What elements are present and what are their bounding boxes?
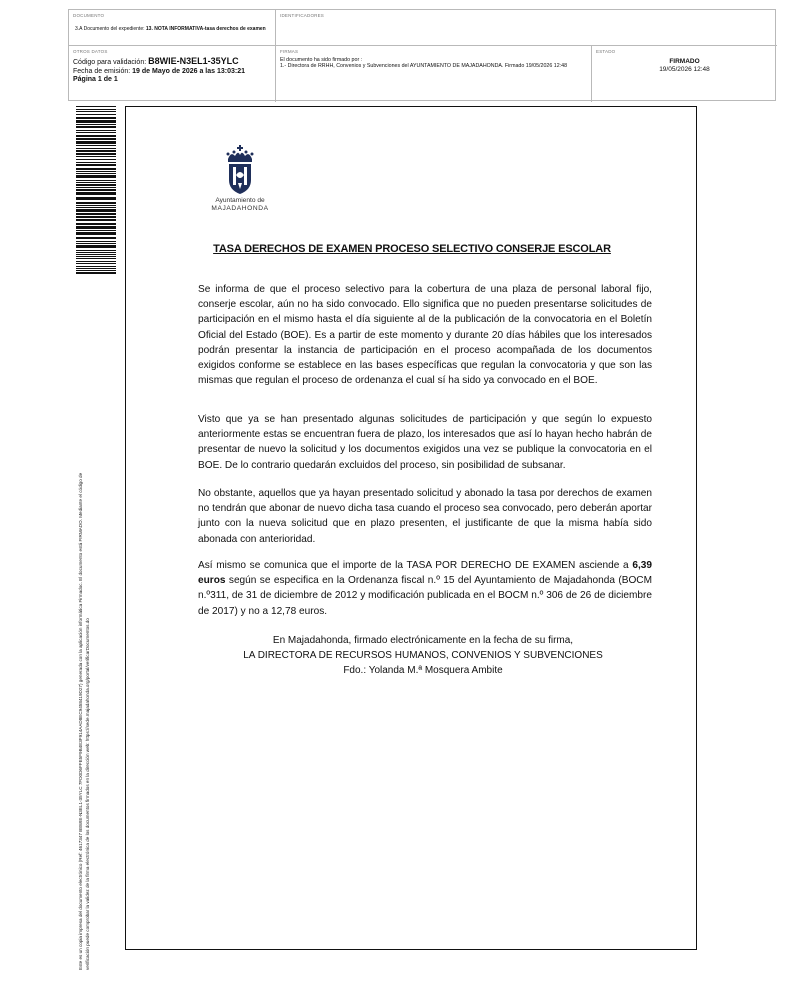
- documento-name: 13. NOTA INFORMATIVA-tasa derechos de examen: [145, 26, 266, 32]
- codigo-value[interactable]: B8WIE-N3EL1-35YLC: [148, 56, 239, 66]
- verification-side-text: [78, 100, 91, 970]
- estado-value: FIRMADO: [669, 58, 700, 65]
- estado-cell: [592, 46, 777, 102]
- documento-text: [73, 26, 271, 32]
- paragraph-4: [198, 558, 652, 619]
- paragraph-3: No obstante, aquellos que ya hayan presentado solicitud y abonado la tasa por derechos de examen no tendrán que abonar de nuevo dicha tasa cuando el proceso sea convocado, pero deberán aportar junto con la nueva solicitud que en plazo presenten, el justificante de que la misma había sido abonada con anterioridad.: [198, 488, 652, 545]
- estado-date: 19/05/2026 12:48: [659, 66, 710, 73]
- otros-datos-cell: [69, 46, 276, 102]
- paragraph-4-end: según se especifica en la Ordenanza fiscal n.º 15 del Ayuntamiento de Majadahonda (BOCM n.º311, de 31 de diciembre de 2012 y modificación publicada en el BOCM n.º 306 de 26 de diciembre de 2017) y no a 12,78 euros.: [198, 575, 652, 617]
- paragraph-2: Visto que ya se han presentado algunas solicitudes de participación y que según lo expuesto anteriormente estas se encuentran fuera de plazo, los interesados que así lo hayan hecho habrán de presentar de nuevo la solicitud y los documentos exigidos una vez se publique la convocatoria en el BOE. De lo contrario quedarán excluidos del proceso, sin posibilidad de subsanar.: [198, 414, 652, 471]
- identificadores-label: IDENTIFICADORES: [280, 13, 325, 18]
- document-title: TASA DERECHOS DE EXAMEN PROCESO SELECTIVO CONSERJE ESCOLAR: [213, 243, 611, 255]
- codigo-validacion: [73, 57, 271, 68]
- fecha-value: 19 de Mayo de 2026 a las 13:03:21: [132, 67, 246, 75]
- documento-cell: [69, 10, 276, 46]
- side-text-line-1: Este es un copia impresa del documento electrónico (Ref: 4617347 B8WIE-N3EL1-35YLC 7FD0D6FFE5F9B4E3F914AAD8EC9458419D27) generada con la aplicación informática Firmadoc. El documento está FIRMADO. Mediante el código de: [78, 472, 83, 970]
- signature-role-line: LA DIRECTORA DE RECURSOS HUMANOS, CONVENIOS Y SUBVENCIONES: [243, 650, 603, 661]
- side-text-line-2: verificación puede comprobar la validez de la firma electrónica de los documentos firmados en la dirección web: https://sede.majadahonda.org/portal/verificarDocumentos.do: [84, 618, 90, 970]
- otros-datos-label: OTROS DATOS: [73, 49, 108, 54]
- document-page: [125, 106, 697, 950]
- municipality-logo: [200, 145, 280, 215]
- identificadores-cell: [276, 10, 777, 46]
- logo-line-2: MAJADAHONDA: [211, 205, 269, 212]
- coat-of-arms-icon: [222, 145, 258, 195]
- fecha-emision: [73, 68, 271, 77]
- documento-prefix: 3.A Documento del expediente:: [75, 26, 146, 32]
- pagina-indicator: Página 1 de 1: [73, 76, 118, 83]
- firmas-cell: [276, 46, 592, 102]
- signature-name-line: Fdo.: Yolanda M.ª Mosquera Ambite: [343, 665, 503, 676]
- codigo-prefix: Código para validación:: [73, 59, 149, 66]
- firmas-label: FIRMAS: [280, 49, 299, 54]
- documento-label: DOCUMENTO: [73, 13, 105, 18]
- firmas-line-1: El documento ha sido firmado por :: [280, 57, 363, 63]
- firmas-line-2: 1.- Directora de RRHH, Convenios y Subvenciones del AYUNTAMIENTO DE MAJADAHONDA. Firmado 19/05/2026 12:48: [280, 63, 568, 70]
- paragraph-4-start: Así mismo se comunica que el importe de la TASA POR DERECHO DE EXAMEN asciende a: [198, 560, 633, 571]
- fecha-prefix: Fecha de emisión:: [73, 67, 133, 75]
- signature-place-line: En Majadahonda, firmado electrónicamente en la fecha de su firma,: [272, 635, 574, 646]
- logo-line-1: Ayuntamiento de: [215, 197, 265, 204]
- paragraph-1: Se informa de que el proceso selectivo para la cobertura de una plaza de personal laboral fijo, conserje escolar, aún no ha sido convocado. Ello significa que no pueden presentarse solicitudes de participación en el mismo hasta el día siguiente al de la publicación de la convocatoria en el Boletín Oficial del Estado (BOE). Es a partir de este momento y durante 20 días hábiles que los interesados podrán presentar la instancia de participación en el proceso acompañada de los documentos exigidos conforme se establece en las bases específicas que regulan la convocatoria y que son las mismas que regulan el proceso de ordenanza el cual sí ha sido ya convocado en el BOE.: [198, 284, 652, 387]
- estado-label: ESTADO: [596, 49, 616, 54]
- fee-amount: 6,39 euros: [198, 560, 652, 587]
- document-metadata-table: [68, 9, 776, 101]
